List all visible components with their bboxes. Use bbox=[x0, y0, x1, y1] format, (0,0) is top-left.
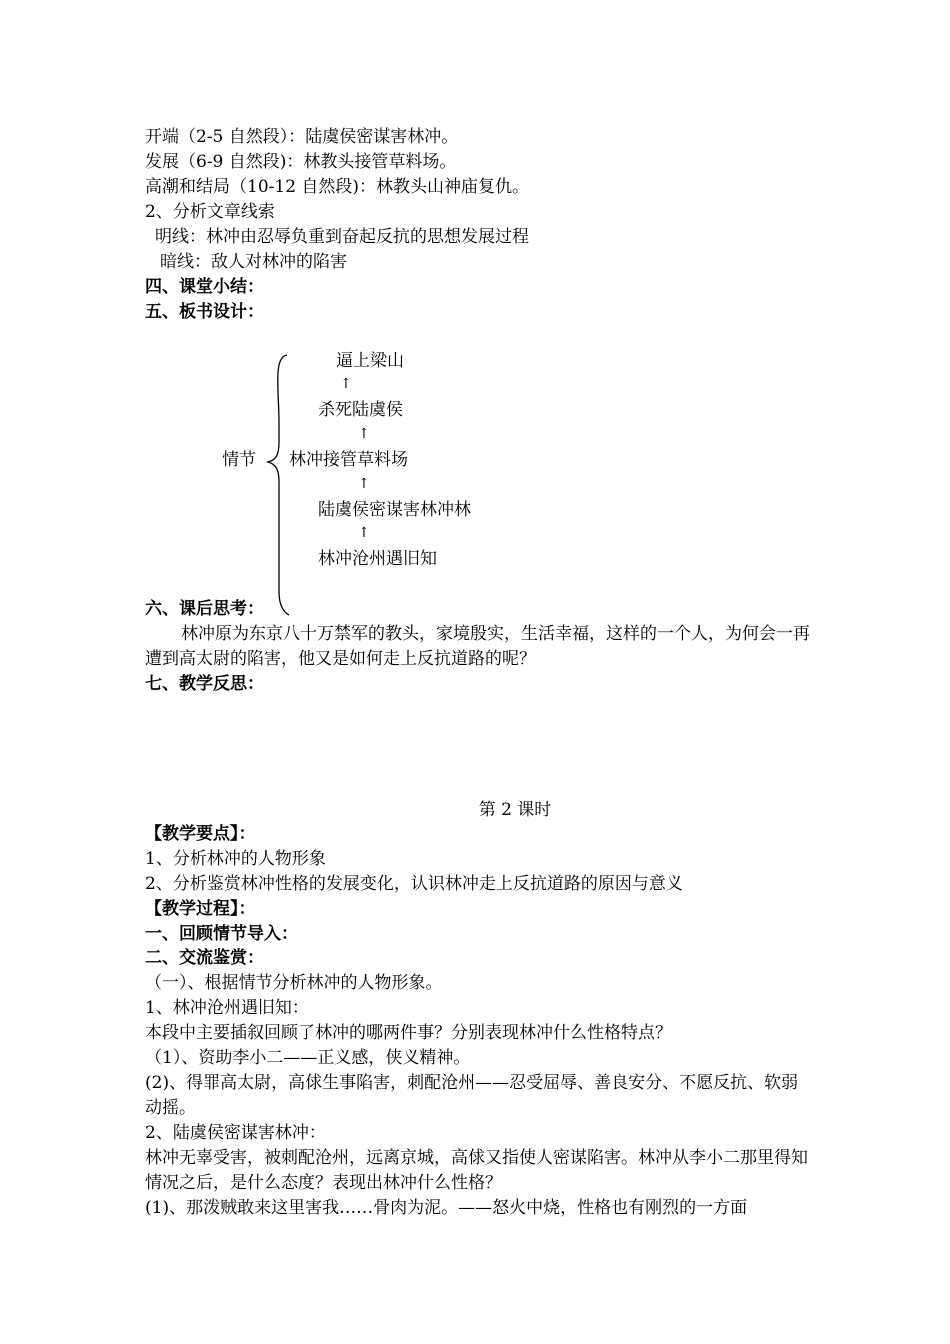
item1-question: 本段中主要插叙回顾了林冲的哪两件事？分别表现林冲什么性格特点？ bbox=[145, 1023, 672, 1043]
key-point-2: 2、分析鉴赏林冲性格的发展变化，认识林冲走上反抗道路的原因与意义 bbox=[145, 874, 683, 894]
board-item-5: 林冲沧州遇旧知 bbox=[318, 549, 437, 569]
brace-icon bbox=[265, 352, 295, 618]
clue-explicit: 明线：林冲由忍辱负重到奋起反抗的思想发展过程 bbox=[155, 227, 529, 247]
board-item-3: 林冲接管草料场 bbox=[289, 450, 408, 470]
sub-section-1: （一）、根据情节分析林冲的人物形象。 bbox=[145, 973, 443, 993]
item1-answer-2: (2)、得罪高太尉，高俅生事陷害，刺配沧州——忍受屈辱、善良安分、不愿反抗、软弱动摇。 bbox=[145, 1073, 799, 1118]
section-reflection: 七、教学反思： bbox=[145, 674, 264, 694]
clues-heading: 2、分析文章线索 bbox=[145, 202, 275, 222]
item2-answer-1: (1)、那泼贼敢来这里害我……骨肉为泥。——怒火中烧，性格也有刚烈的一方面 bbox=[145, 1198, 748, 1218]
item2-heading: 2、陆虞侯密谋害林冲： bbox=[145, 1123, 326, 1143]
board-item-2: 杀死陆虞侯 bbox=[318, 400, 403, 420]
section-summary: 四、课堂小结： bbox=[145, 277, 264, 297]
board-item-1: 逼上梁山 bbox=[336, 351, 404, 371]
item2-text: 林冲无辜受害，被刺配沧州，远离京城，高俅又指使人密谋陷害。林冲从李小二那里得知情况之后，是什么态度？表现出林冲什么性格？ bbox=[145, 1148, 808, 1193]
structure-climax-ending: 高潮和结局（10-12 自然段)：林教头山神庙复仇。 bbox=[145, 177, 530, 197]
section-after-class: 六、课后思考： bbox=[145, 599, 264, 619]
item1-heading: 1、林冲沧州遇旧知： bbox=[145, 998, 309, 1018]
arrow-up-icon: ↑ bbox=[358, 525, 370, 541]
structure-opening: 开端（2-5 自然段）：陆虞侯密谋害林冲。 bbox=[145, 127, 459, 147]
lesson2-title: 第 2 课时 bbox=[478, 800, 552, 820]
arrow-up-icon: ↑ bbox=[358, 476, 370, 492]
structure-development: 发展（6-9 自然段)：林教头接管草料场。 bbox=[145, 152, 457, 172]
step-1: 一、回顾情节导入： bbox=[145, 924, 298, 944]
after-class-text: 林冲原为东京八十万禁军的教头，家境殷实，生活幸福，这样的一个人，为何会一再遭到高太尉的陷害，他又是如何走上反抗道路的呢？ bbox=[145, 624, 810, 669]
arrow-up-icon: ↑ bbox=[358, 426, 370, 442]
key-point-1: 1、分析林冲的人物形象 bbox=[145, 849, 326, 869]
item1-answer-1: （1）、资助李小二——正义感，侠义精神。 bbox=[145, 1048, 471, 1068]
board-item-4: 陆虞侯密谋害林冲林 bbox=[318, 500, 471, 520]
section-board-design: 五、板书设计： bbox=[145, 302, 264, 322]
clue-implicit: 暗线：敌人对林冲的陷害 bbox=[160, 252, 347, 272]
arrow-up-icon: ↑ bbox=[340, 376, 352, 392]
key-points-heading: 【教学要点】： bbox=[145, 824, 256, 844]
board-label: 情节 bbox=[222, 450, 256, 470]
step-2: 二、交流鉴赏： bbox=[145, 948, 264, 968]
process-heading: 【教学过程】： bbox=[145, 899, 256, 919]
